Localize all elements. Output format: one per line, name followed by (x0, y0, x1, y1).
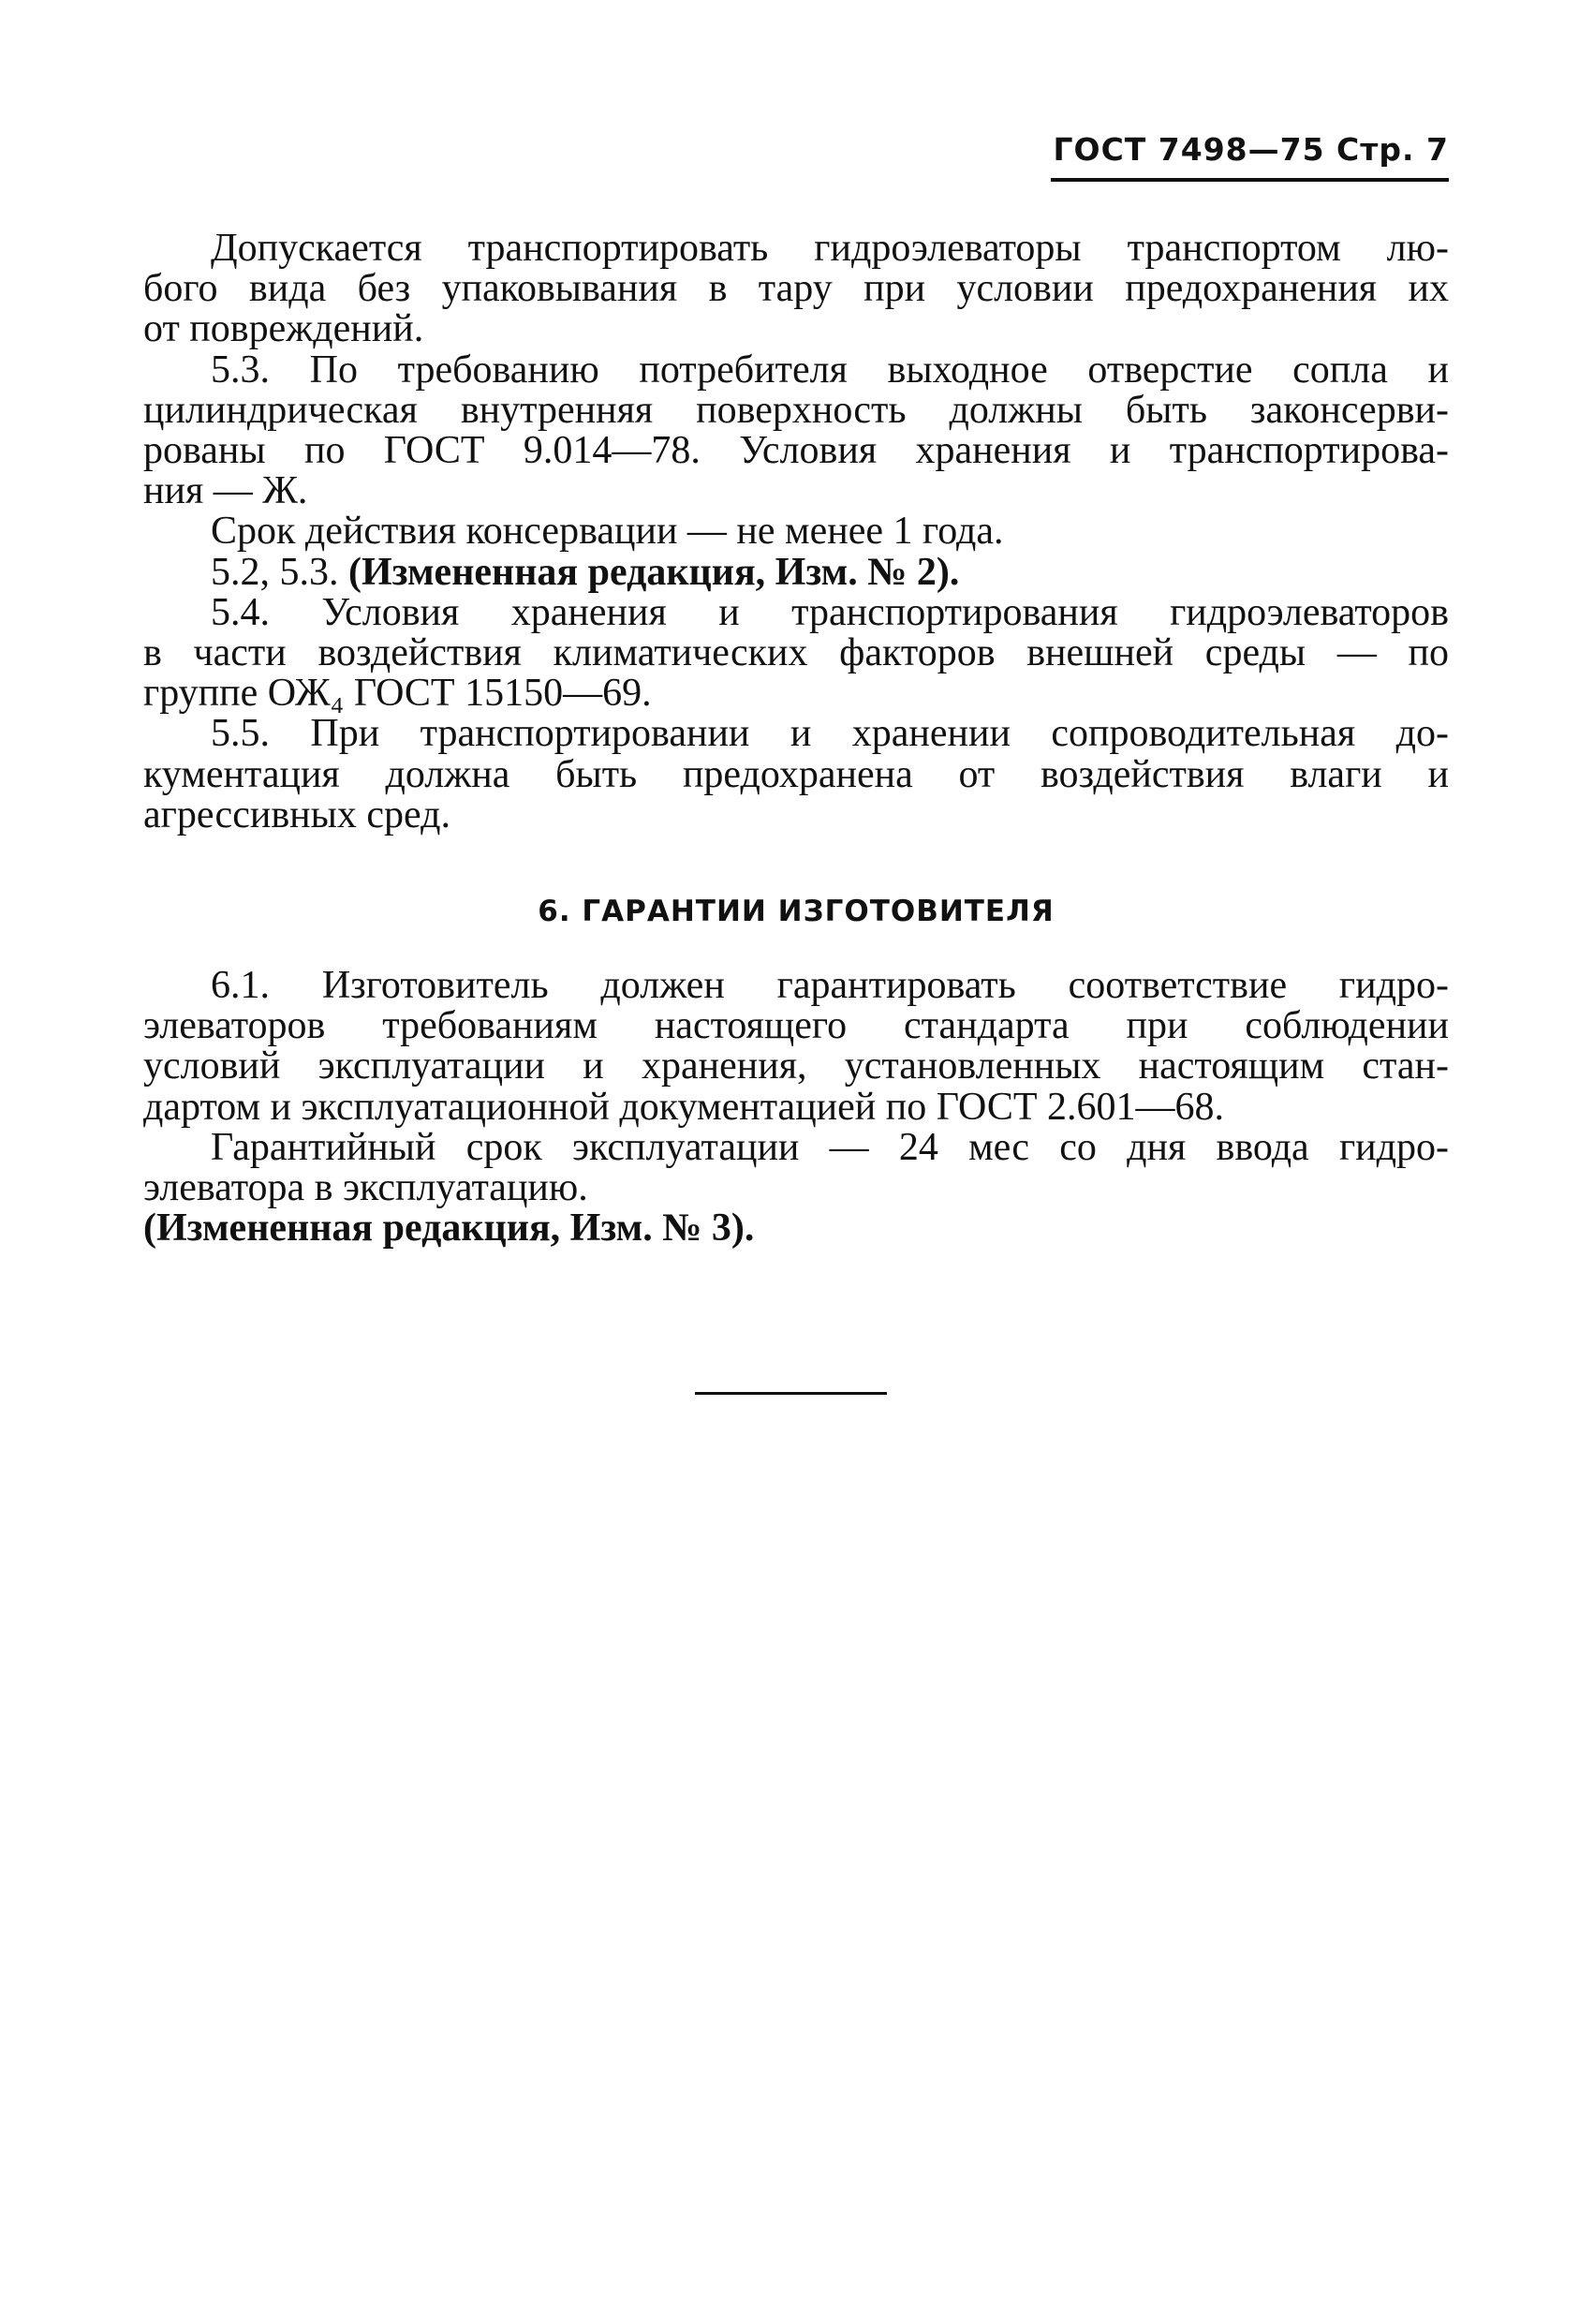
text-line: ния — Ж. (143, 469, 308, 513)
text-line: 6.1. Изготовитель должен гарантировать соответствие гидро- (211, 964, 1449, 1008)
text-line: группе ОЖ₄ ГОСТ 15150—69. (143, 672, 652, 716)
text-line: условий эксплуатации и хранения, установленных настоящим стан- (143, 1044, 1449, 1088)
text-line: рованы по ГОСТ 9.014—78. Условия хранения и транспортирова- (143, 429, 1449, 473)
text-line: бого вида без упаковывания в тару при условии предохранения их (143, 267, 1449, 311)
section-heading: 6. ГАРАНТИИ ИЗГОТОВИТЕЛЯ (538, 895, 1055, 929)
text-line: дартом и эксплуатационной документацией по ГОСТ 2.601—68. (143, 1085, 1224, 1129)
text-line: кументация должна быть предохранена от воздействия влаги и (143, 752, 1449, 796)
text-line: элеватора в эксплуатацию. (143, 1166, 588, 1210)
amendment-ref: 5.2, 5.3. (211, 550, 348, 594)
text-line: от повреждений. (143, 307, 424, 351)
text-line: 5.3. По требованию потребителя выходное отверстие сопла и (211, 348, 1449, 392)
text-line: в части воздействия климатических факторов внешней среды — по (143, 631, 1449, 675)
page-header: ГОСТ 7498—75 Стр. 7 (1053, 131, 1449, 168)
document-body (143, 229, 1449, 1249)
end-rule (695, 1392, 887, 1395)
amendment-text (211, 551, 959, 594)
text-line: цилиндрическая внутренняя поверхность должны быть законсерви- (143, 388, 1449, 432)
text-line: Срок действия консервации — не менее 1 года. (211, 510, 1004, 554)
amendment-label: (Измененная редакция, Изм. № 2). (348, 550, 960, 594)
text-line: агрессивных сред. (143, 792, 450, 836)
text-line: элеваторов требованиям настоящего стандарта при соблюдении (143, 1004, 1449, 1048)
amendment-note (143, 550, 1449, 594)
header-rule (1051, 178, 1449, 182)
text-line: 5.4. Условия хранения и транспортирования гидроэлеваторов (211, 590, 1449, 634)
text-line: Гарантийный срок эксплуатации — 24 мес со дня ввода гидро- (211, 1125, 1449, 1169)
text-line: Допускается транспортировать гидроэлеваторы транспортом лю- (211, 227, 1449, 270)
text-line: 5.5. При транспортировании и хранении сопроводительная до- (211, 712, 1449, 756)
amendment-note: (Измененная редакция, Изм. № 3). (143, 1206, 755, 1251)
